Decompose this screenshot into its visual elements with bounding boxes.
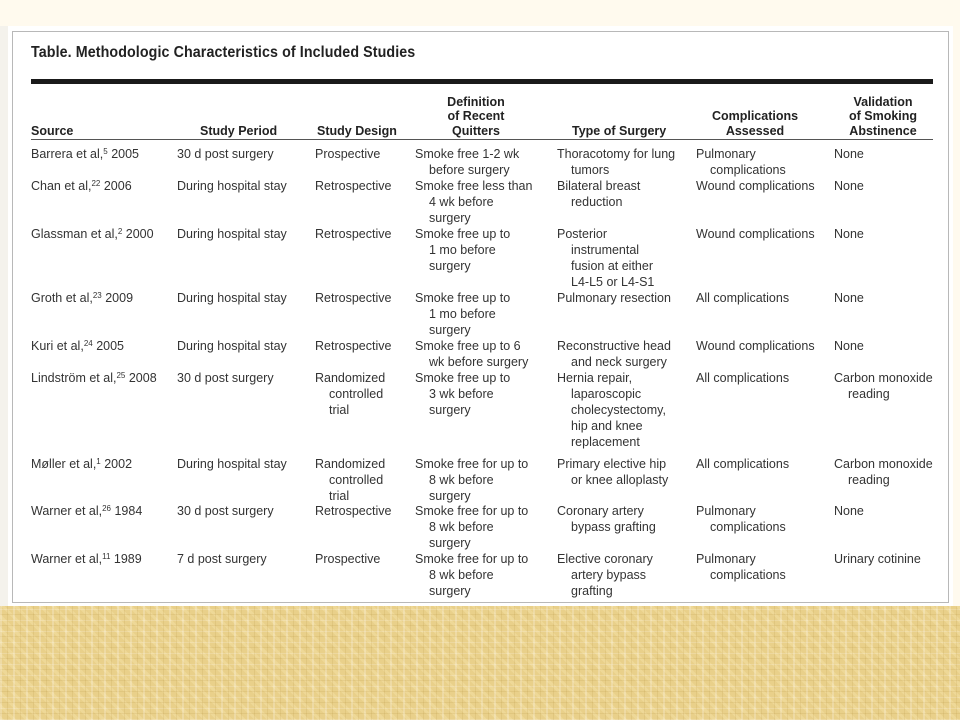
cell-validation: [834, 503, 864, 519]
cell-surgery: [557, 456, 668, 488]
cell-design: [315, 226, 391, 242]
header-complications-assessed: Complications Assessed: [711, 109, 799, 138]
cell-design-line: Randomized: [315, 457, 386, 471]
source-year: 2009: [105, 291, 134, 305]
cell-period-line: 30 d post surgery: [177, 371, 274, 385]
cell-surgery-line: reduction: [571, 195, 623, 209]
cell-design-line: Retrospective: [315, 339, 392, 353]
cell-validation-line: None: [834, 179, 864, 193]
source-reference: 26: [102, 504, 111, 513]
source-year: 1989: [113, 552, 142, 566]
cell-validation-line: Urinary cotinine: [834, 552, 921, 566]
cell-source: [31, 226, 154, 242]
cell-definition-line: surgery: [429, 489, 471, 503]
source-reference: 23: [92, 291, 102, 300]
cell-source: [31, 178, 132, 194]
cell-definition-line: surgery: [429, 323, 471, 337]
cell-surgery-line: Pulmonary resection: [557, 291, 671, 305]
cell-period-line: During hospital stay: [177, 339, 287, 353]
cell-definition-line: Smoke free for up to: [415, 552, 529, 566]
cell-complications: [696, 226, 815, 242]
cell-validation: [834, 551, 921, 567]
cell-design: [315, 370, 385, 418]
slide-right-strip: [953, 26, 960, 606]
cell-definition-line: Smoke free up to 6: [415, 339, 521, 353]
source-year: 2008: [128, 371, 157, 385]
cell-complications-line: All complications: [696, 457, 790, 471]
cell-period: [177, 178, 287, 194]
source-author: Groth et al,: [31, 291, 93, 305]
cell-definition-line: surgery: [429, 259, 471, 273]
cell-design-line: Randomized: [315, 371, 386, 385]
cell-source: [31, 290, 133, 306]
cell-source: [31, 551, 142, 567]
cell-definition-line: 8 wk before: [429, 473, 494, 487]
cell-complications-line: Wound complications: [696, 227, 815, 241]
cell-surgery-line: instrumental: [571, 243, 640, 257]
cell-validation: [834, 226, 864, 242]
cell-surgery-line: L4-L5 or L4-S1: [571, 275, 655, 289]
cell-period: [177, 290, 287, 306]
cell-complications: [696, 370, 789, 386]
source-year: 2006: [103, 179, 132, 193]
cell-definition-line: 8 wk before: [429, 520, 494, 534]
cell-period-line: 7 d post surgery: [177, 552, 267, 566]
cell-surgery: [557, 290, 671, 306]
cell-period-line: 30 d post surgery: [177, 504, 274, 518]
source-author: Møller et al,: [31, 457, 97, 471]
header-study-design: Study Design: [317, 123, 397, 138]
cell-surgery: [557, 338, 671, 370]
cell-validation-line: reading: [848, 473, 890, 487]
cell-surgery-line: fusion at either: [571, 259, 653, 273]
cell-validation-line: Carbon monoxide: [834, 457, 933, 471]
source-reference: 5: [103, 147, 108, 156]
cell-period-line: During hospital stay: [177, 227, 287, 241]
cell-surgery-line: Elective coronary: [557, 552, 653, 566]
cell-validation-line: None: [834, 227, 864, 241]
cell-definition-line: wk before surgery: [429, 355, 529, 369]
cell-definition-line: surgery: [429, 403, 471, 417]
cell-validation: [834, 370, 933, 402]
cell-validation: [834, 456, 933, 488]
cell-period: [177, 551, 267, 567]
cell-surgery: [557, 146, 675, 178]
cell-source: [31, 456, 132, 472]
cell-validation-line: None: [834, 504, 864, 518]
cell-complications: [696, 551, 786, 583]
cell-period: [177, 503, 274, 519]
cell-definition-line: 1 mo before: [429, 307, 496, 321]
cell-design-line: Prospective: [315, 147, 381, 161]
cell-definition-line: Smoke free up to: [415, 227, 511, 241]
cell-surgery-line: artery bypass: [571, 568, 647, 582]
cell-definition-line: surgery: [429, 536, 471, 550]
cell-definition: [415, 370, 510, 418]
cell-source: [31, 146, 139, 162]
cell-complications-line: Pulmonary: [696, 504, 756, 518]
cell-period: [177, 456, 287, 472]
source-author: Warner et al,: [31, 504, 103, 518]
cell-definition-line: 4 wk before: [429, 195, 494, 209]
source-year: 2005: [96, 339, 125, 353]
cell-period: [177, 146, 274, 162]
source-author: Barrera et al,: [31, 147, 104, 161]
cell-design-line: Retrospective: [315, 227, 392, 241]
cell-definition-line: Smoke free less than: [415, 179, 533, 193]
cell-design: [315, 503, 391, 519]
header-study-period: Study Period: [200, 123, 278, 138]
cell-definition: [415, 178, 532, 226]
cell-definition-line: Smoke free 1-2 wk: [415, 147, 520, 161]
cell-complications-line: All complications: [696, 291, 790, 305]
cell-period-line: During hospital stay: [177, 457, 287, 471]
table-caption: Table. Methodologic Characteristics of Included Studies: [31, 44, 416, 61]
cell-surgery-line: Reconstructive head: [557, 339, 671, 353]
cell-complications-line: Pulmonary: [696, 552, 756, 566]
cell-surgery: [557, 226, 654, 290]
cell-definition: [415, 290, 510, 338]
cell-surgery: [557, 503, 656, 535]
slide-background-texture: [0, 606, 960, 720]
cell-design: [315, 551, 380, 567]
cell-period-line: During hospital stay: [177, 291, 287, 305]
source-year: 2005: [111, 147, 140, 161]
table-image-frame: [12, 31, 949, 603]
cell-surgery: [557, 551, 653, 599]
cell-validation-line: None: [834, 147, 864, 161]
cell-validation-line: Carbon monoxide: [834, 371, 933, 385]
cell-surgery-line: hip and knee: [571, 419, 643, 433]
cell-design-line: Retrospective: [315, 291, 392, 305]
cell-surgery-line: Bilateral breast: [557, 179, 641, 193]
source-author: Kuri et al,: [31, 339, 84, 353]
source-reference: 22: [91, 179, 101, 188]
cell-complications-line: complications: [710, 163, 786, 177]
cell-definition-line: surgery: [429, 211, 471, 225]
header-definition-recent-quitters: Definition of Recent Quitters: [447, 94, 505, 138]
header-bottom-rule: [31, 139, 933, 140]
cell-design: [315, 290, 391, 306]
cell-design-line: trial: [329, 403, 350, 417]
source-author: Warner et al,: [31, 552, 103, 566]
cell-period: [177, 370, 274, 386]
cell-definition-line: Smoke free for up to: [415, 457, 529, 471]
cell-complications: [696, 456, 789, 472]
cell-period-line: 30 d post surgery: [177, 147, 274, 161]
cell-definition-line: Smoke free for up to: [415, 504, 529, 518]
cell-design: [315, 146, 380, 162]
cell-source: [31, 370, 157, 386]
source-year: 1984: [114, 504, 143, 518]
header-top-rule: [31, 79, 933, 84]
source-reference: 11: [102, 552, 111, 561]
cell-surgery-line: cholecystectomy,: [571, 403, 666, 417]
cell-definition: [415, 338, 528, 370]
source-author: Glassman et al,: [31, 227, 118, 241]
cell-definition-line: surgery: [429, 584, 471, 598]
cell-complications-line: Wound complications: [696, 339, 815, 353]
cell-period: [177, 338, 287, 354]
cell-complications-line: Wound complications: [696, 179, 815, 193]
header-type-of-surgery: Type of Surgery: [572, 123, 667, 138]
header-source: Source: [31, 123, 74, 138]
cell-complications: [696, 146, 786, 178]
cell-surgery-line: Primary elective hip: [557, 457, 667, 471]
cell-definition-line: 8 wk before: [429, 568, 494, 582]
header-validation-smoking-abstinence: Validation of Smoking Abstinence: [848, 94, 918, 138]
cell-definition: [415, 146, 519, 178]
cell-design-line: Prospective: [315, 552, 381, 566]
cell-design: [315, 338, 391, 354]
slide-top-strip: [0, 0, 960, 26]
cell-surgery-line: or knee alloplasty: [571, 473, 669, 487]
cell-validation: [834, 146, 864, 162]
cell-validation: [834, 178, 864, 194]
cell-surgery: [557, 178, 640, 210]
cell-surgery-line: Hernia repair,: [557, 371, 633, 385]
cell-surgery-line: and neck surgery: [571, 355, 667, 369]
cell-surgery-line: Coronary artery: [557, 504, 644, 518]
cell-definition-line: Smoke free up to: [415, 371, 511, 385]
cell-design-line: Retrospective: [315, 179, 392, 193]
cell-definition-line: before surgery: [429, 163, 510, 177]
cell-source: [31, 338, 124, 354]
source-reference: 2: [117, 227, 123, 236]
cell-complications-line: complications: [710, 520, 786, 534]
cell-validation: [834, 338, 864, 354]
cell-design-line: controlled: [329, 387, 384, 401]
cell-definition-line: Smoke free up to: [415, 291, 511, 305]
cell-surgery-line: replacement: [571, 435, 640, 449]
cell-surgery-line: bypass grafting: [571, 520, 656, 534]
source-year: 2002: [104, 457, 133, 471]
source-author: Chan et al,: [31, 179, 92, 193]
cell-period: [177, 226, 287, 242]
cell-surgery-line: laparoscopic: [571, 387, 642, 401]
cell-definition: [415, 456, 528, 504]
cell-design-line: trial: [329, 489, 350, 503]
cell-validation: [834, 290, 864, 306]
cell-complications-line: All complications: [696, 371, 790, 385]
source-reference: 1: [96, 457, 101, 466]
cell-definition: [415, 226, 510, 274]
cell-definition: [415, 551, 528, 599]
cell-complications-line: Pulmonary: [696, 147, 756, 161]
cell-design: [315, 456, 385, 504]
cell-design: [315, 178, 391, 194]
cell-surgery-line: Thoracotomy for lung: [557, 147, 676, 161]
cell-design-line: controlled: [329, 473, 384, 487]
cell-complications: [696, 290, 789, 306]
source-year: 2000: [125, 227, 154, 241]
cell-design-line: Retrospective: [315, 504, 392, 518]
source-author: Lindström et al,: [31, 371, 117, 385]
cell-complications: [696, 503, 786, 535]
cell-definition-line: 3 wk before: [429, 387, 494, 401]
cell-complications-line: complications: [710, 568, 786, 582]
cell-surgery-line: grafting: [571, 584, 613, 598]
cell-surgery-line: Posterior: [557, 227, 608, 241]
cell-validation-line: None: [834, 291, 864, 305]
source-reference: 24: [83, 339, 93, 348]
source-reference: 25: [116, 371, 126, 380]
cell-source: [31, 503, 142, 519]
cell-surgery: [557, 370, 666, 450]
cell-surgery-line: tumors: [571, 163, 610, 177]
slide-left-strip: [0, 26, 8, 606]
cell-definition: [415, 503, 528, 551]
cell-validation-line: reading: [848, 387, 890, 401]
cell-period-line: During hospital stay: [177, 179, 287, 193]
cell-definition-line: 1 mo before: [429, 243, 496, 257]
cell-complications: [696, 178, 815, 194]
cell-complications: [696, 338, 815, 354]
cell-validation-line: None: [834, 339, 864, 353]
